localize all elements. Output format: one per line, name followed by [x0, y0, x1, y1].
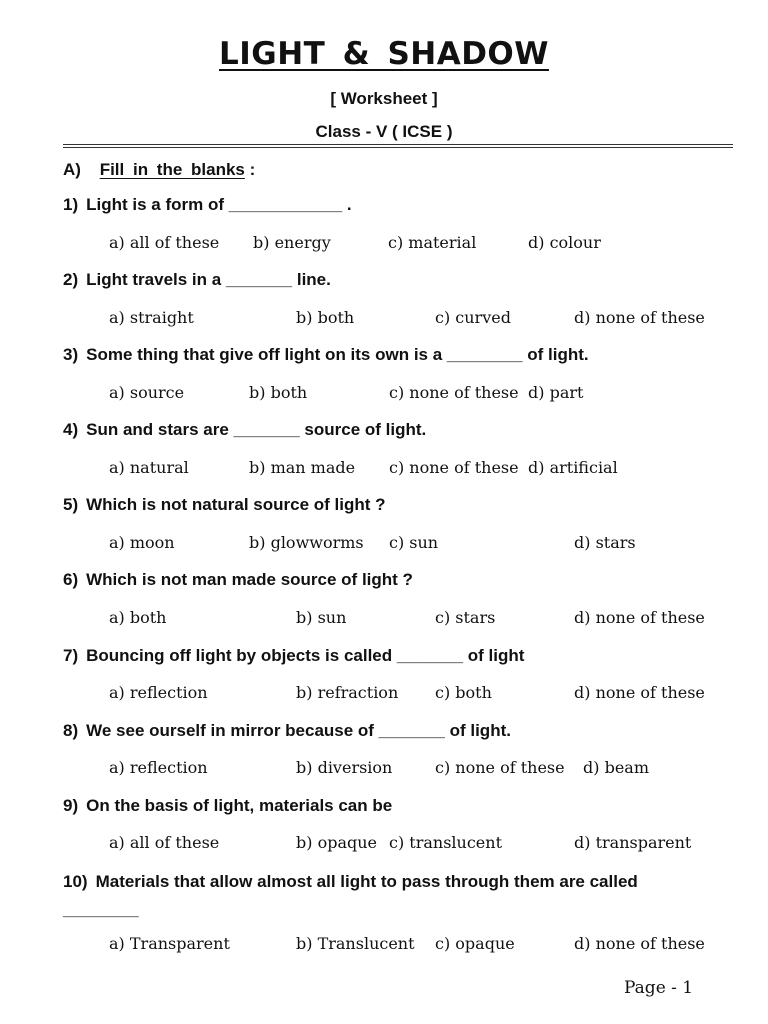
option-d: d) part	[528, 383, 584, 402]
question-text: Sun and stars are _______ source of light.	[86, 420, 427, 439]
worksheet-title: LIGHT & SHADOW	[219, 36, 549, 72]
option-a: a) Transparent	[109, 934, 230, 953]
question-10	[63, 872, 638, 892]
header-divider-top	[63, 144, 733, 145]
option-b: b) sun	[296, 608, 347, 627]
header-divider-bottom	[63, 147, 733, 148]
question-3	[63, 345, 589, 365]
option-a: a) both	[109, 608, 167, 627]
option-d: d) artificial	[528, 458, 618, 477]
question-number: 6)	[63, 570, 79, 589]
question-number: 10)	[63, 872, 88, 891]
question-10-blank: ________	[63, 900, 139, 919]
question-4	[63, 420, 426, 440]
option-d: d) none of these	[574, 934, 705, 953]
option-a: a) reflection	[109, 758, 208, 777]
question-number: 8)	[63, 721, 79, 740]
option-b: b) opaque	[296, 833, 377, 852]
option-a: a) straight	[109, 308, 194, 327]
option-d: d) transparent	[574, 833, 692, 852]
question-number: 2)	[63, 270, 79, 289]
option-d: d) none of these	[574, 608, 705, 627]
question-number: 4)	[63, 420, 79, 439]
question-text: Which is not man made source of light ?	[86, 570, 413, 589]
class-line: Class - V ( ICSE )	[315, 122, 453, 141]
option-b: b) energy	[253, 233, 331, 252]
question-number: 1)	[63, 195, 79, 214]
option-c: c) translucent	[389, 833, 503, 852]
question-number: 9)	[63, 796, 79, 815]
option-b: b) glowworms	[249, 533, 364, 552]
option-c: c) stars	[435, 608, 496, 627]
option-a: a) all of these	[109, 233, 220, 252]
option-c: c) both	[435, 683, 492, 702]
option-a: a) source	[109, 383, 185, 402]
option-b: b) man made	[249, 458, 356, 477]
option-c: c) opaque	[435, 934, 515, 953]
question-text: We see ourself in mirror because of _______ of light.	[86, 721, 511, 740]
question-text: Light is a form of ____________ .	[86, 195, 352, 214]
question-6	[63, 570, 413, 590]
option-c: c) sun	[389, 533, 439, 552]
question-text: Bouncing off light by objects is called _______ of light	[86, 646, 525, 665]
question-2	[63, 270, 331, 290]
option-d: d) stars	[574, 533, 636, 552]
page-number: Page - 1	[624, 978, 694, 998]
worksheet-subtitle: [ Worksheet ]	[330, 89, 438, 108]
option-c: c) none of these	[389, 383, 519, 402]
option-a: a) natural	[109, 458, 189, 477]
option-c: c) none of these	[389, 458, 519, 477]
option-c: c) curved	[435, 308, 511, 327]
question-text: Some thing that give off light on its own is a ________ of light.	[86, 345, 589, 364]
question-text: On the basis of light, materials can be	[86, 796, 393, 815]
question-number: 5)	[63, 495, 79, 514]
section-heading	[63, 160, 255, 180]
section-colon: :	[249, 160, 256, 179]
question-9	[63, 796, 392, 816]
option-d: d) none of these	[574, 683, 705, 702]
option-b: b) both	[296, 308, 355, 327]
option-b: b) diversion	[296, 758, 393, 777]
option-a: a) moon	[109, 533, 175, 552]
option-b: b) refraction	[296, 683, 399, 702]
section-label: A)	[63, 160, 81, 179]
option-d: d) none of these	[574, 308, 705, 327]
question-8	[63, 721, 511, 741]
question-number: 7)	[63, 646, 79, 665]
option-b: b) both	[249, 383, 308, 402]
option-a: a) reflection	[109, 683, 208, 702]
section-title: Fill in the blanks	[99, 160, 245, 179]
question-text: Which is not natural source of light ?	[86, 495, 386, 514]
option-b: b) Translucent	[296, 934, 415, 953]
option-d: d) beam	[583, 758, 649, 777]
option-a: a) all of these	[109, 833, 220, 852]
question-7	[63, 646, 524, 666]
question-1	[63, 195, 352, 215]
option-c: c) material	[388, 233, 477, 252]
question-text: Light travels in a _______ line.	[86, 270, 331, 289]
option-c: c) none of these	[435, 758, 565, 777]
question-text: Materials that allow almost all light to pass through them are called	[95, 872, 638, 891]
question-number: 3)	[63, 345, 79, 364]
option-d: d) colour	[528, 233, 601, 252]
question-5	[63, 495, 386, 515]
